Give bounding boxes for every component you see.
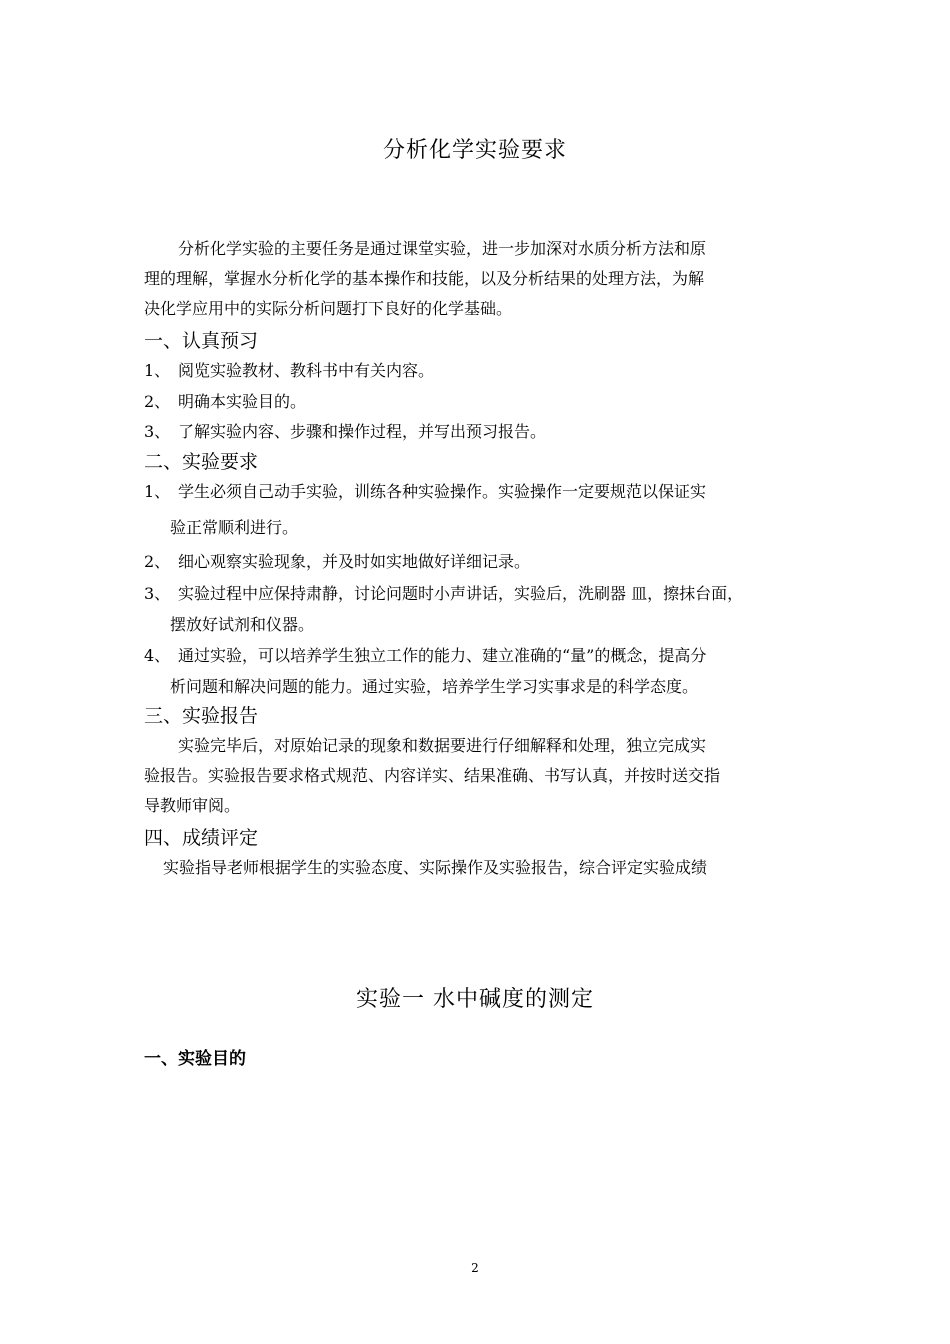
experiment-title: 实验一 水中碱度的测定 [356, 987, 594, 1012]
page-number: 2 [471, 1261, 479, 1275]
item-text: 通过实验，可以培养学生独立工作的能力、建立准确的“量”的概念，提高分 [178, 646, 707, 665]
item-number: 2、 [144, 552, 171, 571]
item-text: 实验过程中应保持肃静，讨论问题时小声讲话，实验后，洗刷器 皿，擦抹台面， [178, 584, 744, 603]
report-line-2: 验报告。实验报告要求格式规范、内容详实、结果准确、书写认真，并按时送交指 [144, 766, 721, 785]
item-number: 3、 [144, 422, 171, 441]
requirement-item-4-cont: 析问题和解决问题的能力。通过实验，培养学生学习实事求是的科学态度。 [170, 677, 699, 696]
item-number: 1、 [144, 482, 171, 501]
requirement-item-1-cont: 验正常顺利进行。 [170, 518, 299, 537]
item-text: 阅览实验教材、教科书中有关内容。 [178, 361, 435, 380]
item-number: 2、 [144, 392, 171, 411]
report-line-3: 导教师审阅。 [144, 796, 241, 815]
section-heading-report: 三、实验报告 [144, 705, 259, 727]
preview-item-1 [144, 360, 434, 382]
preview-item-3 [144, 421, 546, 443]
requirement-item-3 [144, 583, 743, 605]
item-number: 3、 [144, 584, 171, 603]
requirement-item-2 [144, 551, 530, 573]
item-number: 4、 [144, 646, 171, 665]
grading-line-1: 实验指导老师根据学生的实验态度、实际操作及实验报告，综合评定实验成绩 [163, 858, 708, 877]
intro-line-2: 理的理解，掌握水分析化学的基本操作和技能，以及分析结果的处理方法，为解 [144, 269, 705, 288]
item-text: 了解实验内容、步骤和操作过程，并写出预习报告。 [178, 422, 547, 441]
report-line-1: 实验完毕后，对原始记录的现象和数据要进行仔细解释和处理，独立完成实 [178, 736, 707, 755]
item-text: 学生必须自己动手实验，训练各种实验操作。实验操作一定要规范以保证实 [178, 482, 707, 501]
section-heading-requirements: 二、实验要求 [144, 451, 259, 473]
section-heading-grading: 四、成绩评定 [144, 827, 259, 849]
requirement-item-1 [144, 481, 706, 503]
requirement-item-4 [144, 645, 706, 667]
requirement-item-3-cont: 摆放好试剂和仪器。 [170, 615, 315, 634]
item-text: 明确本实验目的。 [178, 392, 307, 411]
item-text: 细心观察实验现象，并及时如实地做好详细记录。 [178, 552, 531, 571]
intro-line-1: 分析化学实验的主要任务是通过课堂实验，进一步加深对水质分析方法和原 [178, 239, 707, 258]
preview-item-2 [144, 391, 306, 413]
intro-line-3: 决化学应用中的实际分析问题打下良好的化学基础。 [144, 299, 513, 318]
experiment-subheading: 一、实验目的 [144, 1049, 246, 1069]
section-heading-preview: 一、认真预习 [144, 330, 259, 352]
page-title: 分析化学实验要求 [382, 138, 567, 163]
item-number: 1、 [144, 361, 171, 380]
